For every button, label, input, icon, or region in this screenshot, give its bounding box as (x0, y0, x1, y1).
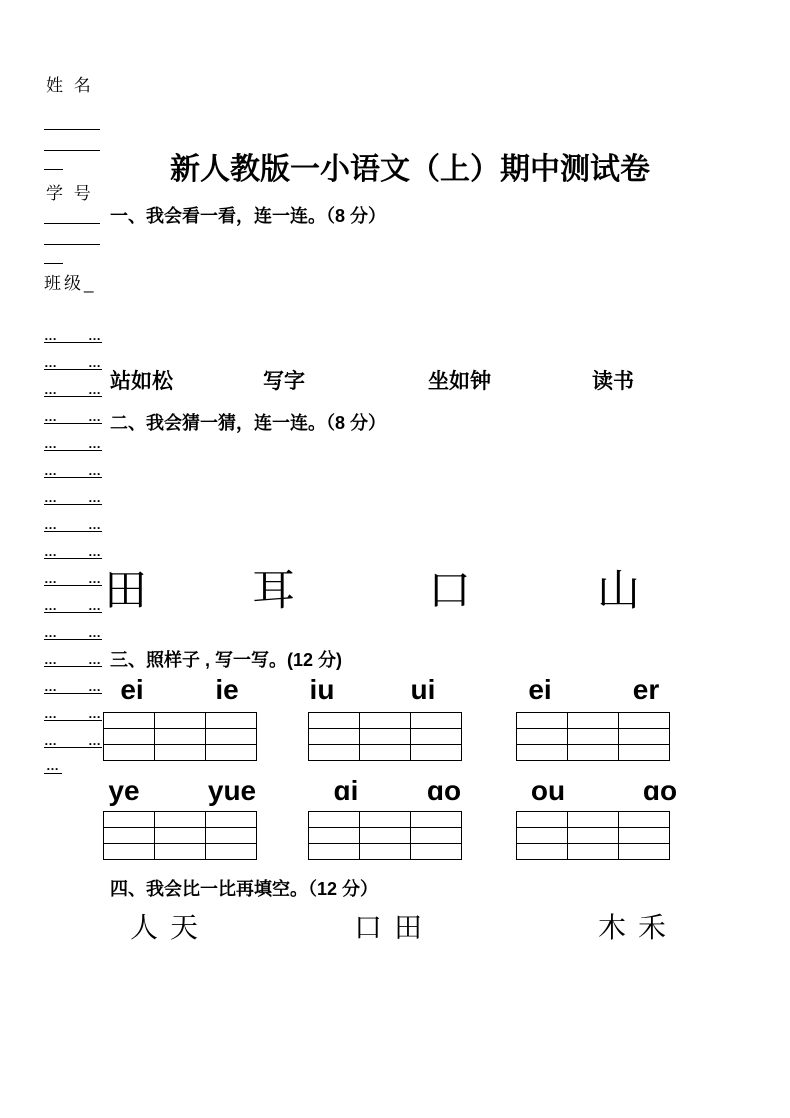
ellipsis-dots: … (44, 625, 58, 640)
write-cell[interactable] (104, 844, 155, 860)
student-no-blank-line[interactable] (44, 263, 63, 264)
seal-dots-row (44, 370, 102, 397)
write-cell[interactable] (206, 844, 257, 860)
seal-dots-row (44, 721, 102, 748)
ellipsis-dots: … (88, 625, 102, 640)
seal-dots-row (44, 640, 102, 667)
write-cell[interactable] (104, 828, 155, 844)
ellipsis-dots: … (88, 517, 102, 532)
pinyin-write-grid (308, 712, 462, 761)
write-cell[interactable] (104, 713, 155, 729)
ellipsis-dots: … (88, 652, 102, 667)
write-cell[interactable] (309, 729, 360, 745)
seal-line (44, 316, 102, 774)
write-cell[interactable] (411, 828, 462, 844)
pinyin-label: ɑo (642, 775, 678, 806)
match-word: 读书 (592, 370, 634, 393)
write-cell[interactable] (309, 828, 360, 844)
ellipsis-dots: … (88, 571, 102, 586)
ellipsis-dots: … (46, 758, 60, 773)
student-no-blank-line[interactable] (44, 244, 100, 245)
ellipsis-dots: … (44, 490, 58, 505)
riddle-character: 耳 (252, 567, 295, 615)
ellipsis-dots: … (88, 463, 102, 478)
write-cell[interactable] (411, 844, 462, 860)
write-cell[interactable] (104, 729, 155, 745)
ellipsis-dots: … (88, 355, 102, 370)
name-blank-line[interactable] (44, 169, 63, 170)
write-cell[interactable] (155, 812, 206, 828)
write-cell[interactable] (411, 745, 462, 761)
compare-pair (598, 914, 666, 942)
section1-heading: 一、我会看一看，连一连。（8 分） (110, 206, 387, 226)
write-cell[interactable] (155, 713, 206, 729)
ellipsis-dots: … (44, 679, 58, 694)
ellipsis-dots: … (88, 490, 102, 505)
match-word: 坐如钟 (428, 370, 491, 393)
compare-character: 木 (598, 912, 627, 943)
write-cell[interactable] (517, 844, 568, 860)
student-no-field-label: 学 号 (46, 184, 94, 203)
write-cell[interactable] (619, 745, 670, 761)
ellipsis-dots: … (88, 544, 102, 559)
write-cell[interactable] (309, 713, 360, 729)
riddle-character: 山 (597, 567, 640, 615)
write-cell[interactable] (206, 828, 257, 844)
compare-character: 田 (394, 912, 423, 943)
match-word: 站如松 (110, 370, 173, 393)
write-cell[interactable] (568, 844, 619, 860)
ellipsis-dots: … (44, 517, 58, 532)
seal-dots-row (44, 397, 102, 424)
section3-heading: 三、照样子 , 写一写。(12 分) (110, 650, 343, 670)
pinyin-write-grid (516, 712, 670, 761)
write-cell[interactable] (155, 828, 206, 844)
pinyin-label: ou (530, 775, 566, 806)
write-cell[interactable] (206, 713, 257, 729)
ellipsis-dots: … (88, 706, 102, 721)
section4-heading: 四、我会比一比再填空。（12 分） (110, 879, 379, 899)
seal-dots-row (44, 586, 102, 613)
pinyin-label: ei (120, 674, 144, 705)
compare-character: 人 (130, 912, 159, 943)
write-cell[interactable] (568, 713, 619, 729)
section2-heading: 二、我会猜一猜，连一连。（8 分） (110, 413, 387, 433)
ellipsis-dots: … (44, 598, 58, 613)
write-cell[interactable] (360, 812, 411, 828)
pinyin-label: iu (309, 674, 335, 705)
compare-pair (130, 914, 198, 942)
ellipsis-dots: … (88, 382, 102, 397)
seal-dots-row (44, 451, 102, 478)
write-cell[interactable] (619, 729, 670, 745)
ellipsis-dots: … (88, 679, 102, 694)
pinyin-label: ie (215, 674, 239, 705)
ellipsis-dots: … (44, 382, 58, 397)
ellipsis-dots: … (88, 733, 102, 748)
seal-dots-row (44, 613, 102, 640)
seal-dots-row (44, 748, 102, 774)
write-cell[interactable] (206, 745, 257, 761)
ellipsis-dots: … (88, 409, 102, 424)
pinyin-label: ɑi (333, 775, 359, 806)
pinyin-label: ui (410, 674, 436, 705)
ellipsis-dots: … (44, 463, 58, 478)
pinyin-label: ye (108, 775, 140, 806)
write-cell[interactable] (360, 844, 411, 860)
ellipsis-dots: … (88, 598, 102, 613)
write-cell[interactable] (411, 729, 462, 745)
write-cell[interactable] (568, 729, 619, 745)
write-cell[interactable] (206, 729, 257, 745)
riddle-character: 田 (104, 567, 147, 615)
pinyin-label: ei (528, 674, 552, 705)
pinyin-label: er (632, 674, 660, 705)
write-cell[interactable] (411, 713, 462, 729)
write-cell[interactable] (155, 729, 206, 745)
student-no-blank-line[interactable] (44, 223, 100, 224)
compare-character: 禾 (638, 912, 667, 943)
ellipsis-dots: … (44, 733, 58, 748)
ellipsis-dots: … (44, 355, 58, 370)
name-blank-line[interactable] (44, 129, 100, 130)
seal-dots-row (44, 343, 102, 370)
ellipsis-dots: … (44, 571, 58, 586)
page-title: 新人教版一小语文（上）期中测试卷 (170, 152, 650, 187)
ellipsis-dots: … (44, 706, 58, 721)
pinyin-label: ɑo (426, 775, 462, 806)
compare-character: 天 (170, 912, 199, 943)
pinyin-write-grid (103, 712, 257, 761)
ellipsis-dots: … (88, 328, 102, 343)
write-cell[interactable] (206, 812, 257, 828)
match-word: 写字 (263, 370, 305, 393)
ellipsis-dots: … (44, 328, 58, 343)
write-cell[interactable] (517, 812, 568, 828)
seal-dots-row (44, 478, 102, 505)
write-cell[interactable] (360, 828, 411, 844)
write-cell[interactable] (155, 745, 206, 761)
write-cell[interactable] (568, 745, 619, 761)
name-field-label: 姓 名 (46, 76, 94, 95)
seal-dots-row (44, 424, 102, 451)
pinyin-write-grid (308, 811, 462, 860)
write-cell[interactable] (619, 844, 670, 860)
seal-dots-row (44, 316, 102, 343)
write-cell[interactable] (309, 844, 360, 860)
name-blank-line[interactable] (44, 150, 100, 151)
write-cell[interactable] (619, 713, 670, 729)
write-cell[interactable] (104, 812, 155, 828)
write-cell[interactable] (568, 812, 619, 828)
write-cell[interactable] (619, 812, 670, 828)
write-cell[interactable] (517, 745, 568, 761)
compare-character: 口 (354, 912, 383, 943)
write-cell[interactable] (104, 745, 155, 761)
seal-dots-row (44, 694, 102, 721)
seal-dots-row (44, 505, 102, 532)
class-field-label: 班级_ (44, 274, 97, 293)
pinyin-label: yue (207, 775, 257, 806)
ellipsis-dots: … (88, 436, 102, 451)
write-cell[interactable] (360, 745, 411, 761)
write-cell[interactable] (517, 828, 568, 844)
ellipsis-dots: … (44, 652, 58, 667)
write-cell[interactable] (155, 844, 206, 860)
ellipsis-dots: … (44, 544, 58, 559)
seal-dots-row (44, 667, 102, 694)
seal-dots-row (44, 532, 102, 559)
ellipsis-dots: … (44, 409, 58, 424)
write-cell[interactable] (309, 745, 360, 761)
write-cell[interactable] (411, 812, 462, 828)
write-cell[interactable] (360, 729, 411, 745)
write-cell[interactable] (517, 729, 568, 745)
riddle-character: 口 (428, 567, 471, 615)
seal-dots-row (44, 559, 102, 586)
write-cell[interactable] (309, 812, 360, 828)
pinyin-write-grid (103, 811, 257, 860)
write-cell[interactable] (360, 713, 411, 729)
write-cell[interactable] (517, 713, 568, 729)
write-cell[interactable] (568, 828, 619, 844)
write-cell[interactable] (619, 828, 670, 844)
compare-pair (354, 914, 422, 942)
ellipsis-dots: … (44, 436, 58, 451)
pinyin-write-grid (516, 811, 670, 860)
